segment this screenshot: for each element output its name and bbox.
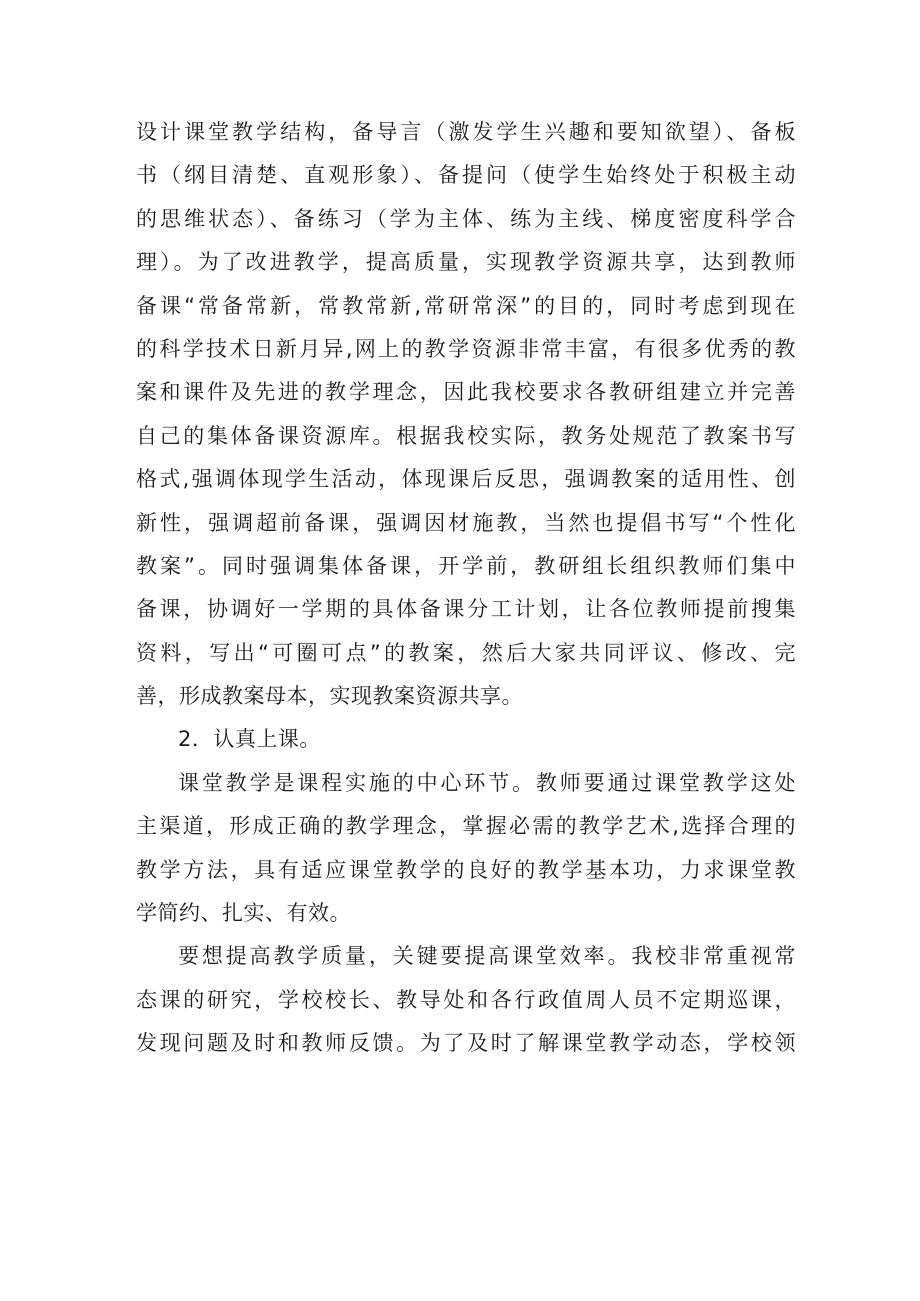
section-heading xyxy=(136,718,796,761)
paragraph-classroom-teaching xyxy=(136,762,796,936)
text-line: 要想提高教学质量，关键要提高课堂效率。我校非常重视常 xyxy=(178,944,796,969)
heading-text: 2．认真上课。 xyxy=(178,727,321,752)
text-line: 书（纲目清楚、直观形象）、备提问（使学生始终处于积极主动 xyxy=(136,163,796,188)
text-line: 案和课件及先进的教学理念，因此我校要求各教研组建立并完善 xyxy=(136,380,796,405)
text-line: 设计课堂教学结构，备导言（激发学生兴趣和要知欲望）、备板 xyxy=(136,120,796,144)
text-line: 新性，强调超前备课，强调因材施教，当然也提倡书写“个性化 xyxy=(136,510,796,535)
text-line: 的科学技术日新月异,网上的教学资源非常丰富，有很多优秀的教 xyxy=(136,336,796,361)
text-line: 善，形成教案母本，实现教案资源共享。 xyxy=(136,684,523,709)
text-line: 理）。为了改进教学，提高质量，实现教学资源共享，达到教师 xyxy=(136,250,796,275)
text-line: 格式,强调体现学生活动，体现课后反思，强调教案的适用性、创 xyxy=(136,467,796,492)
text-line: 态课的研究，学校校长、教导处和各行政值周人员不定期巡课， xyxy=(136,987,796,1012)
text-line: 备课“常备常新，常教常新,常研常深”的目的，同时考虑到现在 xyxy=(136,293,796,318)
text-line: 教学方法，具有适应课堂教学的良好的教学基本功，力求课堂教 xyxy=(136,857,796,882)
document-body xyxy=(136,111,796,1066)
text-line: 学简约、扎实、有效。 xyxy=(136,901,351,926)
paragraph-efficiency xyxy=(136,935,796,1065)
text-line: 备课，协调好一学期的具体备课分工计划，让各位教师提前搜集 xyxy=(136,597,796,622)
text-line: 资料，写出“可圈可点”的教案，然后大家共同评议、修改、完 xyxy=(136,640,796,665)
text-line: 发现问题及时和教师反馈。为了及时了解课堂教学动态，学校领 xyxy=(136,1031,796,1056)
text-line: 的思维状态）、备练习（学为主体、练为主线、梯度密度科学合 xyxy=(136,206,796,231)
text-line: 自己的集体备课资源库。根据我校实际，教务处规范了教案书写 xyxy=(136,423,796,448)
text-line: 教案”。同时强调集体备课，开学前，教研组长组织教师们集中 xyxy=(136,553,796,578)
text-line: 主渠道，形成正确的教学理念，掌握必需的教学艺术,选择合理的 xyxy=(136,814,796,839)
text-line: 课堂教学是课程实施的中心环节。教师要通过课堂教学这处 xyxy=(178,770,796,795)
paragraph-lesson-prep xyxy=(136,111,796,718)
